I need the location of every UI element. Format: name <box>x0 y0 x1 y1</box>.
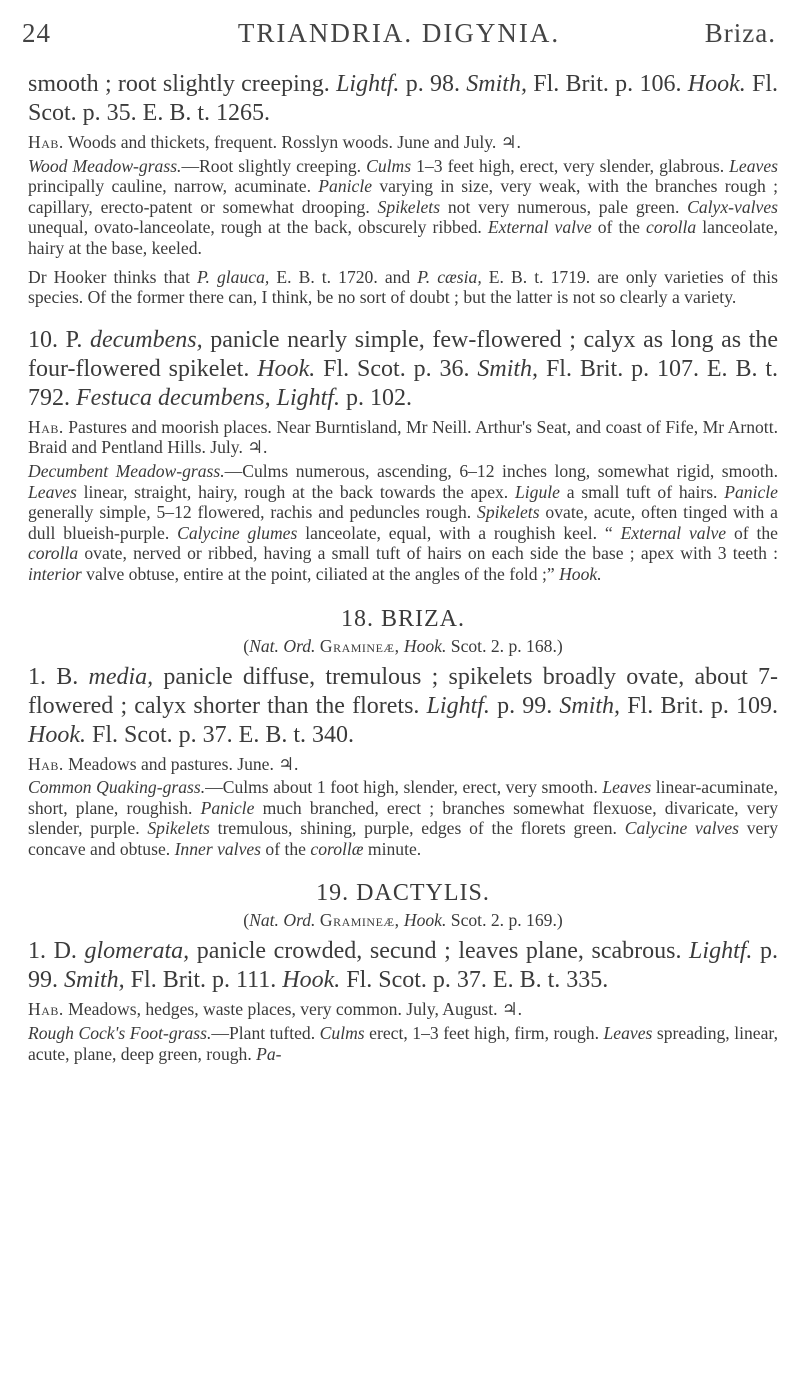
text-run: lanceolate, equal, with a roughish keel. “ <box>297 522 621 543</box>
text-run: ovate, nerved or ribbed, having a small tuft of hairs on each side the base ; apex with 3 teeth : <box>78 543 778 564</box>
text-run: varying in size, very weak, with the branches rough ; capillary, erecto-patent or somewhat drooping. <box>28 176 778 217</box>
text-run: Wood Meadow-grass. <box>28 155 182 176</box>
text-run: corolla <box>28 543 79 564</box>
text-run: corolla <box>646 217 697 238</box>
text-run: Fl. Scot. p. 35. E. B. t. 1265. <box>28 71 779 126</box>
genus-19-subtitle <box>28 909 778 931</box>
text-run: Smith, <box>559 692 621 719</box>
text-run: very concave and obtuse. <box>28 818 779 859</box>
text-run: a small tuft of hairs. <box>559 481 725 502</box>
text-run: Culms <box>366 155 412 176</box>
text-run: Hook. <box>28 721 86 748</box>
entry-10-heading <box>28 326 778 413</box>
text-run: minute. <box>363 838 422 859</box>
text-run: panicle crowded, secund ; leaves plane, scabrous. <box>189 938 690 965</box>
text-run: Hook. <box>403 635 447 656</box>
text-run: E. B. t. 1720. and <box>269 266 418 287</box>
text-run: External valve <box>487 217 592 238</box>
text-run: spreading, linear, acute, plane, deep green, rough. <box>28 1023 778 1064</box>
text-run: Culms <box>319 1023 365 1044</box>
text-run: ( <box>243 910 250 931</box>
text-run: much branched, erect ; branches somewhat flexuose, divaricate, very slender, purple. <box>28 797 778 839</box>
text-run: Fl. Brit. p. 106. <box>526 71 688 97</box>
text-run: p. 98. <box>399 71 467 97</box>
text-run: E. B. t. 1719. are only varieties of this species. Of the former there can, I think, be no sort of doubt ; but the latter is not so clearly a variety. <box>28 266 778 308</box>
text-run: Common Quaking-grass. <box>28 777 206 798</box>
text-run: External valve <box>620 522 727 543</box>
text-run: Nat. Ord. <box>249 635 316 656</box>
text-run: P. cæsia, <box>417 266 482 287</box>
text-run: 10. P. <box>28 326 90 353</box>
text-run: of the <box>261 838 311 859</box>
genus-18-subtitle <box>28 635 778 657</box>
text-run: smooth ; root slightly creeping. <box>28 71 337 97</box>
dactylis-heading <box>28 937 778 995</box>
text-run: Hook. <box>559 563 602 584</box>
running-genus: Briza. <box>704 18 776 48</box>
text-run: Hook. <box>687 71 746 97</box>
text-run: linear, straight, hairy, rough at the back towards the apex. <box>76 481 515 502</box>
text-run: linear-acuminate, short, plane, roughish. <box>28 777 778 818</box>
entry-10-description <box>28 461 778 585</box>
text-run: erect, 1–3 feet high, firm, rough. <box>364 1023 604 1044</box>
text-run: Fl. Brit. p. 111. <box>124 967 283 994</box>
text-run: ovate, acute, often tinged with a dull blueish-purple. <box>28 502 778 543</box>
text-run: Panicle <box>200 797 255 818</box>
text-run: Fl. Scot. p. 37. E. B. t. 340. <box>85 721 355 748</box>
text-run: —Culms numerous, ascending, 6–12 inches long, somewhat rigid, smooth. <box>224 460 778 481</box>
text-run: Hab. <box>28 132 64 152</box>
text-run: Panicle <box>318 176 373 197</box>
page-number: 24 <box>22 18 51 48</box>
text-run: 1. D. <box>28 938 85 965</box>
text-run: Scot. 2. p. 169.) <box>446 910 563 931</box>
running-header <box>22 18 776 58</box>
text-run: Leaves <box>729 155 778 176</box>
text-run: Hab. <box>28 416 64 437</box>
text-run: unequal, ovato-lanceolate, rough at the back, obscurely ribbed. <box>28 217 488 238</box>
text-run: Nat. Ord. <box>249 910 316 931</box>
text-run: Lightf. <box>426 692 490 719</box>
text-run: Hook. <box>282 967 341 994</box>
text-run: 1. B. <box>28 663 89 690</box>
poa-continuation <box>28 70 778 128</box>
text-run: Spikelets <box>377 196 441 217</box>
text-run: p. 102. <box>339 384 412 411</box>
genus-18-title: 18. BRIZA. <box>341 605 465 632</box>
text-run: Leaves <box>602 777 652 798</box>
text-run: Pa- <box>256 1043 282 1064</box>
entry-10-habitat <box>28 417 778 458</box>
page-body <box>28 70 778 1064</box>
text-run: of the <box>591 217 647 238</box>
text-run: Hab. <box>28 753 64 774</box>
text-run: Smith, <box>477 355 539 382</box>
briza-media-habitat <box>28 754 778 775</box>
text-run: Decumbent Meadow-grass. <box>28 460 225 481</box>
text-run: Hab. <box>28 999 64 1020</box>
text-run: Festuca decumbens, Lightf. <box>76 384 340 411</box>
text-run: Calyx-valves <box>687 196 778 217</box>
text-run: Spikelets <box>147 818 210 839</box>
text-run: Fl. Scot. p. 36. <box>315 355 478 382</box>
text-run: Rough Cock's Foot-grass. <box>28 1023 212 1044</box>
text-run: principally cauline, narrow, acuminate. <box>28 176 319 197</box>
poa-habitat <box>28 132 778 153</box>
text-run: media, <box>88 663 154 690</box>
text-run: tremulous, shining, purple, edges of the florets green. <box>209 818 625 839</box>
briza-media-heading <box>28 663 778 750</box>
text-run: Woods and thickets, frequent. Rosslyn woods. June and July. ♃. <box>63 132 521 152</box>
text-run: ( <box>243 635 250 656</box>
text-run: valve obtuse, entire at the point, ciliated at the angles of the fold ;” <box>81 563 560 584</box>
text-run: Scot. 2. p. 168.) <box>446 635 563 656</box>
poa-description <box>28 156 778 259</box>
text-run: —Culms about 1 foot high, slender, erect, very smooth. <box>205 777 603 798</box>
text-run: of the <box>726 522 778 543</box>
text-run: Hook. <box>403 910 447 931</box>
text-run: Smith, <box>466 71 527 97</box>
text-run: Panicle <box>724 481 778 502</box>
text-run: Meadows and pastures. June. ♃. <box>63 753 299 774</box>
text-run: Fl. Brit. p. 107. E. B. t. 792. <box>28 355 779 411</box>
text-run: 1–3 feet high, erect, very slender, glabrous. <box>411 155 730 176</box>
text-run: Fl. Scot. p. 37. E. B. t. 335. <box>340 967 609 994</box>
text-run: Fl. Brit. p. 109. <box>620 692 779 719</box>
text-run: Leaves <box>28 481 77 502</box>
text-run: Lightf. <box>336 71 400 97</box>
text-run: —Root slightly creeping. <box>181 155 367 176</box>
text-run: glomerata, <box>84 938 190 965</box>
text-run: Leaves <box>603 1023 653 1044</box>
text-run: interior <box>28 563 82 584</box>
poa-note <box>28 267 778 308</box>
text-run: Ligule <box>514 481 560 502</box>
text-run: Inner valves <box>174 838 262 859</box>
text-run: p. 99. <box>28 938 778 994</box>
text-run: panicle diffuse, tremulous ; spikelets broadly ovate, about 7-flowered ; calyx shorter than the florets. <box>28 663 778 719</box>
text-run: Dr Hooker thinks that <box>28 266 198 287</box>
dactylis-habitat <box>28 999 778 1020</box>
text-run: Calycine glumes <box>177 522 298 543</box>
text-run: Hook. <box>257 355 316 382</box>
genus-19-title: 19. DACTYLIS. <box>316 880 490 907</box>
text-run: lanceolate, hairy at the base, keeled. <box>28 217 778 258</box>
text-run: Pastures and moorish places. Near Burntisland, Mr Neill. Arthur's Seat, and coast of Fife, Mr Arnott. Braid and Pentland Hills. July. ♃. <box>28 416 778 458</box>
text-run: Lightf. <box>689 938 753 965</box>
text-run: corollæ <box>310 838 364 859</box>
text-run: P. glauca, <box>197 266 270 287</box>
running-title: TRIANDRIA. DIGYNIA. <box>237 18 561 48</box>
text-run: panicle nearly simple, few-flowered ; calyx as long as the four-flowered spikelet. <box>28 326 779 382</box>
text-run: generally simple, 5–12 flowered, rachis and peduncles rough. <box>28 502 478 523</box>
dactylis-description <box>28 1023 778 1064</box>
text-run: —Plant tufted. <box>211 1023 320 1044</box>
text-run: Meadows, hedges, waste places, very common. July, August. ♃. <box>63 999 523 1020</box>
briza-media-description <box>28 777 778 859</box>
text-run: decumbens, <box>89 326 203 353</box>
text-run: Smith, <box>64 967 125 994</box>
text-run: Gramineæ, <box>319 635 400 656</box>
text-run: not very numerous, pale green. <box>440 196 688 217</box>
text-run: Calycine valves <box>624 818 739 839</box>
text-run: p. 99. <box>489 692 560 719</box>
text-run: Gramineæ, <box>319 910 400 931</box>
text-run: Spikelets <box>477 502 540 523</box>
